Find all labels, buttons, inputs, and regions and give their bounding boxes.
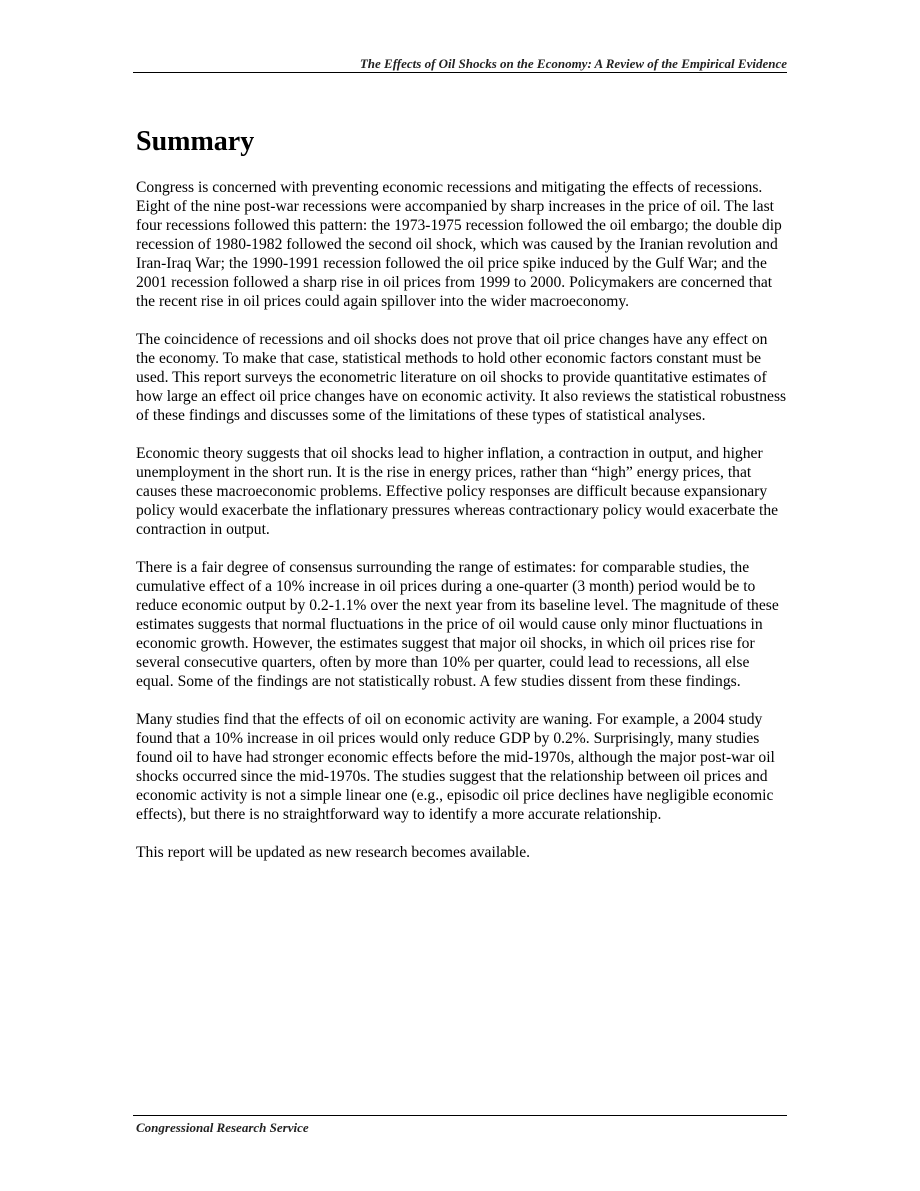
section-title: Summary xyxy=(136,126,255,157)
paragraph-recessions-and-oil: Congress is concerned with preventing economic recessions and mitigating the effects of recessions. Eight of the nine post-war recessions were accompanied by sharp increases in the price of oil. The last four recessions followed this pattern: the 1973-1975 recession followed the oil embargo; the double dip recession of 1980-1982 followed the second oil shock, which was caused by the Iranian revolution and Iran-Iraq War; the 1990-1991 recession followed the oil price spike induced by the Gulf War; and the 2001 recession followed a sharp rise in oil prices from 1999 to 2000. Policymakers are concerned that the recent rise in oil prices could again spillover into the wider macroeconomy. xyxy=(136,179,782,310)
header-rule xyxy=(133,72,787,73)
footer-rule xyxy=(133,1115,787,1116)
paragraph-update-note: This report will be updated as new research becomes available. xyxy=(136,844,531,861)
running-header: The Effects of Oil Shocks on the Economy: A Review of the Empirical Evidence xyxy=(359,56,787,71)
paragraph-economic-theory: Economic theory suggests that oil shocks lead to higher inflation, a contraction in output, and higher unemployment in the short run. It is the rise in energy prices, rather than “high” energy prices, that causes these macroeconomic problems. Effective policy responses are difficult because expansionary policy would exacerbate the inflationary pressures whereas contractionary policy would exacerbate the contraction in output. xyxy=(136,445,779,538)
paragraph-consensus-estimates: There is a fair degree of consensus surrounding the range of estimates: for comparable studies, the cumulative effect of a 10% increase in oil prices during a one-quarter (3 month) period would be to reduce economic output by 0.2-1.1% over the next year from its baseline level. The magnitude of these estimates suggests that normal fluctuations in the price of oil would cause only minor fluctuations in economic growth. However, the estimates suggest that major oil shocks, in which oil prices rise for several consecutive quarters, often by more than 10% per quarter, could lead to recessions, all else equal. Some of the findings are not statistically robust. A few studies dissent from these findings. xyxy=(136,559,779,690)
paragraph-waning-effects: Many studies find that the effects of oil on economic activity are waning. For example, a 2004 study found that a 10% increase in oil prices would only reduce GDP by 0.2%. Surprisingly, many studies found oil to have had stronger economic effects before the mid-1970s, although the major post-war oil shocks occurred since the mid-1970s. The studies suggest that the relationship between oil prices and economic activity is not a simple linear one (e.g., episodic oil price declines have negligible economic effects), but there is no straightforward way to identify a more accurate relationship. xyxy=(136,711,775,823)
running-footer: Congressional Research Service xyxy=(136,1120,309,1135)
summary-body xyxy=(136,178,788,881)
paragraph-statistical-methods: The coincidence of recessions and oil shocks does not prove that oil price changes have any effect on the economy. To make that case, statistical methods to hold other economic factors constant must be used. This report surveys the econometric literature on oil shocks to provide quantitative estimates of how large an effect oil price changes have on economic activity. It also reviews the statistical robustness of these findings and discusses some of the limitations of these types of statistical analyses. xyxy=(136,331,787,424)
